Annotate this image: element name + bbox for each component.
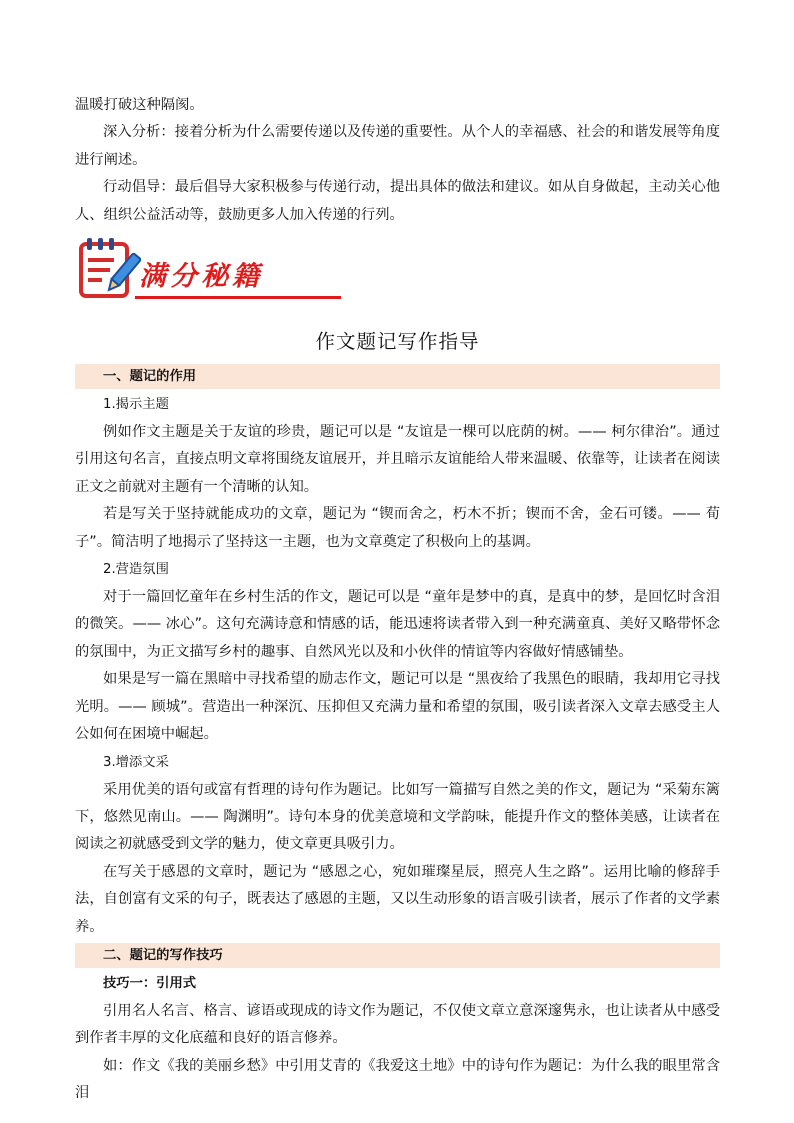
badge-underline (135, 296, 341, 299)
subheading-literary-grace: 3.增添文采 (103, 754, 169, 770)
paragraph: 如：作文《我的美丽乡愁》中引用艾青的《我爱这土地》中的诗句作为题记：为什么我的眼里常含泪 (75, 1057, 720, 1102)
document-content (75, 92, 720, 1108)
notebook-pencil-icon (77, 236, 141, 300)
subheading-reveal-theme: 1.揭示主题 (103, 397, 169, 413)
section-heading-2: 二、题记的写作技巧 (75, 943, 720, 968)
badge-label: 满分秘籍 (139, 261, 263, 293)
section-heading-1: 一、题记的作用 (75, 364, 720, 389)
subheading-citation-technique: 技巧一：引用式 (103, 975, 197, 991)
intro-paragraph-3: 行动倡导：最后倡导大家积极参与传递行动，提出具体的做法和建议。如从自身做起，主动关心他人、组织公益活动等，鼓励更多人加入传递的行列。 (75, 179, 720, 223)
intro-paragraph-1: 温暖打破这种隔阂。 (75, 97, 204, 113)
paragraph: 采用优美的语句或富有哲理的诗句作为题记。比如写一篇描写自然之美的作文，题记为 “采菊东篱下，悠然见南山。—— 陶渊明”。诗句本身的优美意境和文学韵味，能提升作文的整体美感，让读者在阅读之初就感受到文学的魅力，使文章更具吸引力。 (75, 781, 720, 853)
paragraph: 例如作文主题是关于友谊的珍贵，题记可以是 “友谊是一棵可以庇荫的树。—— 柯尔律治”。通过引用这句名言，直接点明文章将围绕友谊展开，并且暗示友谊能给人带来温暖、依靠等，让读者在阅读正文之前就对主题有一个清晰的认知。 (75, 424, 720, 495)
subheading-atmosphere: 2.营造氛围 (103, 562, 169, 578)
paragraph: 在写关于感恩的文章时，题记为 “感恩之心，宛如璀璨星辰，照亮人生之路”。运用比喻的修辞手法，自创富有文采的句子，既表达了感恩的主题，又以生动形象的语言吸引读者，展示了作者的文学素养。 (75, 863, 720, 935)
paragraph: 若是写关于坚持就能成功的文章，题记为 “锲而舍之，朽木不折；锲而不舍，金石可镂。—— 荀子”。简洁明了地揭示了坚持这一主题，也为文章奠定了积极向上的基调。 (75, 506, 720, 550)
document-title: 作文题记写作指导 (315, 330, 480, 354)
paragraph: 如果是写一篇在黑暗中寻找希望的励志作文，题记可以是 “黑夜给了我黑色的眼睛，我却用它寻找光明。—— 顾城”。营造出一种深沉、压抑但又充满力量和希望的氛围，吸引读者深入文章去感受主人公如何在困境中崛起。 (75, 671, 720, 743)
section-badge (75, 232, 720, 310)
intro-paragraph-2: 深入分析：接着分析为什么需要传递以及传递的重要性。从个人的幸福感、社会的和谐发展等角度进行阐述。 (75, 124, 720, 168)
paragraph: 引用名人名言、格言、谚语或现成的诗文作为题记，不仅使文章立意深邃隽永，也让读者从中感受到作者丰厚的文化底蕴和良好的语言修养。 (75, 1002, 720, 1047)
paragraph: 对于一篇回忆童年在乡村生活的作文，题记可以是 “童年是梦中的真，是真中的梦，是回忆时含泪的微笑。—— 冰心”。这句充满诗意和情感的话，能迅速将读者带入到一种充满童真、美好又略带怀念的氛围中，为正文描写乡村的趣事、自然风光以及和小伙伴的情谊等内容做好情感铺垫。 (75, 589, 720, 660)
